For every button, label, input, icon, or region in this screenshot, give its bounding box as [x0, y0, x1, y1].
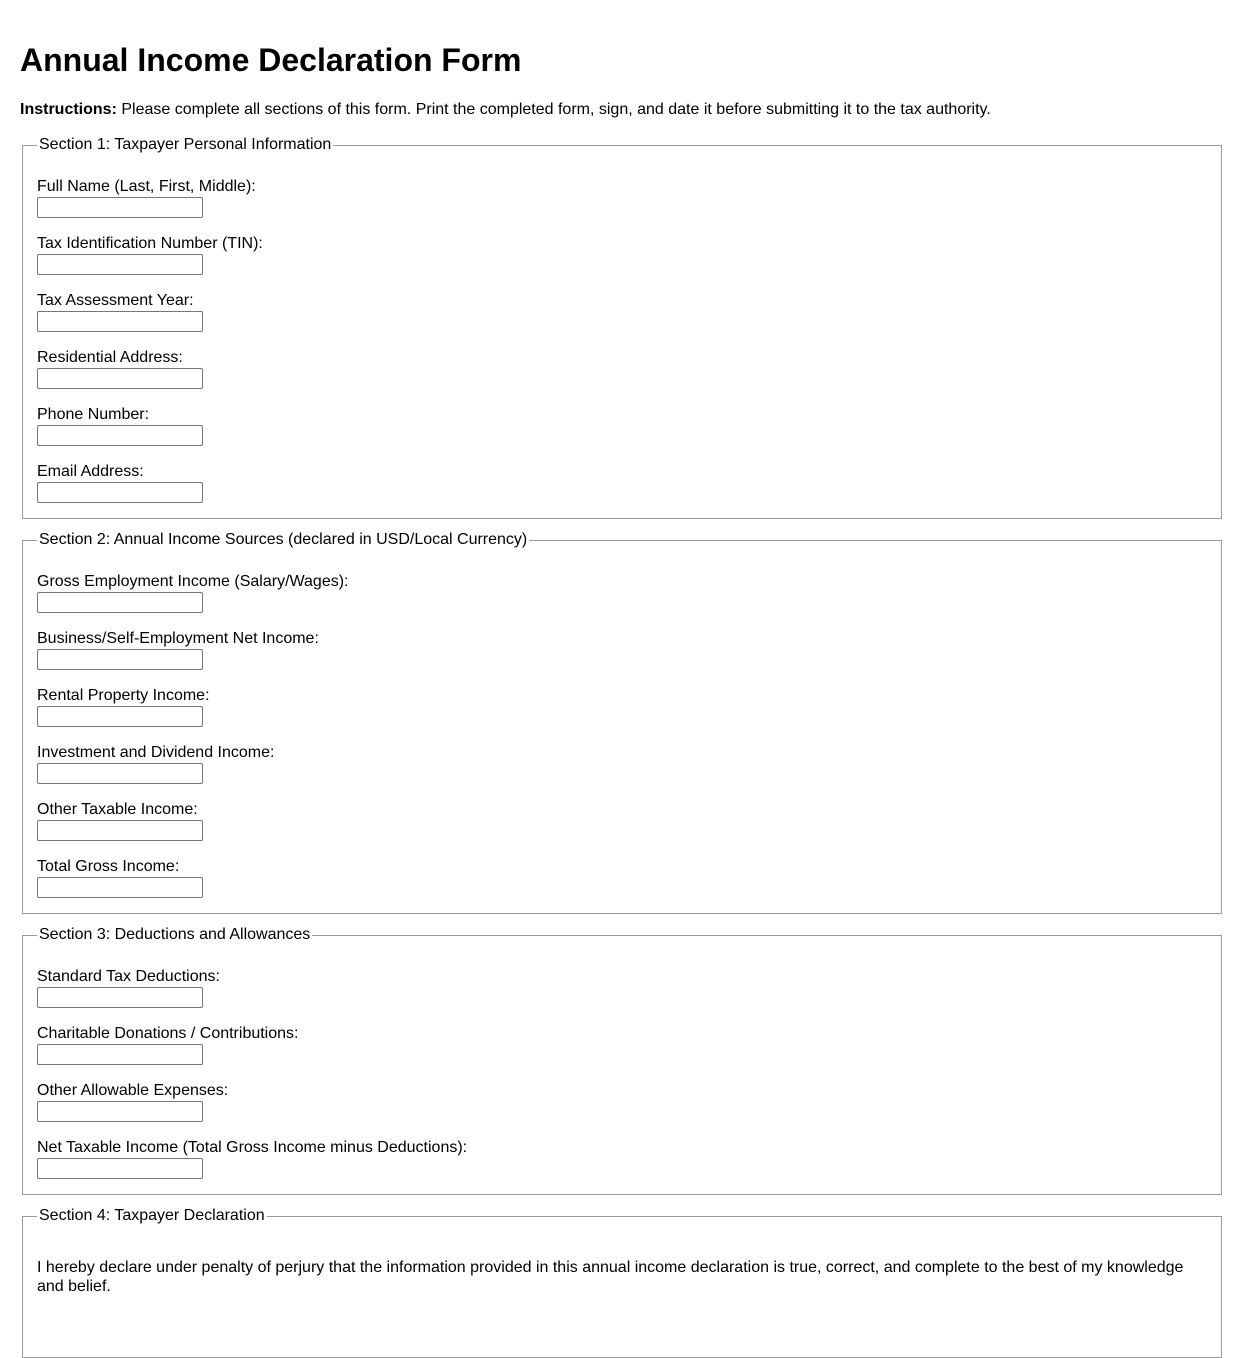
field-other-income: [37, 800, 1207, 845]
section-personal-info: [22, 135, 1222, 519]
address-input[interactable]: [37, 368, 203, 389]
field-business-income: [37, 629, 1207, 674]
phone-input[interactable]: [37, 425, 203, 446]
field-label: Full Name (Last, First, Middle):: [37, 178, 256, 195]
email-input[interactable]: [37, 482, 203, 503]
field-full-name: [37, 177, 1207, 222]
page-title: Annual Income Declaration Form: [20, 42, 522, 78]
field-label: Total Gross Income:: [37, 858, 180, 875]
field-email: [37, 462, 1207, 507]
section-income-sources: [22, 530, 1222, 914]
instructions-text: Please complete all sections of this form. Print the completed form, sign, and date it before submitting it to the tax authority.: [116, 101, 991, 118]
field-label: Residential Address:: [37, 349, 183, 366]
field-total-gross-income: [37, 857, 1207, 902]
field-address: [37, 348, 1207, 393]
assessment-year-input[interactable]: [37, 311, 203, 332]
section-legend: Section 2: Annual Income Sources (declared in USD/Local Currency): [39, 531, 528, 548]
other-expenses-input[interactable]: [37, 1101, 203, 1122]
field-assessment-year: [37, 291, 1207, 336]
field-other-expenses: [37, 1081, 1207, 1126]
net-taxable-income-input[interactable]: [37, 1158, 203, 1179]
field-label: Tax Assessment Year:: [37, 292, 194, 309]
field-label: Gross Employment Income (Salary/Wages):: [37, 573, 349, 590]
field-tin: [37, 234, 1207, 279]
field-label: Email Address:: [37, 463, 144, 480]
instructions-label: Instructions:: [20, 101, 117, 118]
section-legend: Section 4: Taxpayer Declaration: [39, 1207, 265, 1224]
field-employment-income: [37, 572, 1207, 617]
declaration-text: I hereby declare under penalty of perjury that the information provided in this annual income declaration is true, correct, and complete to the best of my knowledge and belief.: [37, 1259, 1184, 1295]
field-label: Investment and Dividend Income:: [37, 744, 275, 761]
field-net-taxable-income: [37, 1138, 1207, 1183]
field-rental-income: [37, 686, 1207, 731]
field-label: Charitable Donations / Contributions:: [37, 1025, 299, 1042]
section-legend: Section 1: Taxpayer Personal Information: [39, 136, 332, 153]
field-label: Tax Identification Number (TIN):: [37, 235, 263, 252]
field-label: Rental Property Income:: [37, 687, 210, 704]
field-label: Business/Self-Employment Net Income:: [37, 630, 319, 647]
rental-income-input[interactable]: [37, 706, 203, 727]
other-income-input[interactable]: [37, 820, 203, 841]
employment-income-input[interactable]: [37, 592, 203, 613]
investment-income-input[interactable]: [37, 763, 203, 784]
field-investment-income: [37, 743, 1207, 788]
field-label: Other Taxable Income:: [37, 801, 198, 818]
field-label: Phone Number:: [37, 406, 150, 423]
business-income-input[interactable]: [37, 649, 203, 670]
charitable-donations-input[interactable]: [37, 1044, 203, 1065]
section-deductions: [22, 925, 1222, 1195]
field-charitable-donations: [37, 1024, 1207, 1069]
field-label: Net Taxable Income (Total Gross Income minus Deductions):: [37, 1139, 468, 1156]
field-standard-deductions: [37, 967, 1207, 1012]
section-legend: Section 3: Deductions and Allowances: [39, 926, 311, 943]
section-declaration: [22, 1206, 1222, 1358]
field-label: Other Allowable Expenses:: [37, 1082, 229, 1099]
standard-deductions-input[interactable]: [37, 987, 203, 1008]
total-gross-income-input[interactable]: [37, 877, 203, 898]
tin-input[interactable]: [37, 254, 203, 275]
full-name-input[interactable]: [37, 197, 203, 218]
field-label: Standard Tax Deductions:: [37, 968, 220, 985]
field-phone: [37, 405, 1207, 450]
instructions: [20, 100, 991, 120]
